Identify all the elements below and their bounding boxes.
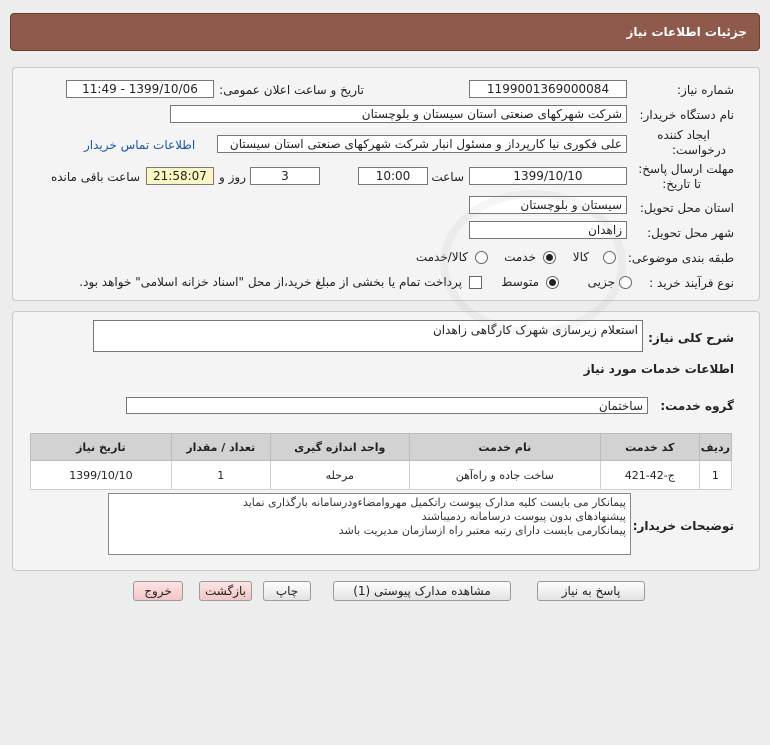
table-row bbox=[31, 461, 732, 490]
col-service-name: نام خدمت bbox=[409, 434, 600, 461]
buyer-org-label: نام دستگاه خریدار: bbox=[639, 108, 734, 122]
cell-need-date: 1399/10/10 bbox=[31, 461, 172, 490]
service-group-field: ساختمان bbox=[126, 397, 648, 414]
cell-service-code: ج-42-421 bbox=[600, 461, 699, 490]
creator-label-line2: درخواست: bbox=[672, 143, 726, 157]
buyer-note-line: پیمانکارمی بایست دارای رتبه معتبر راه ازسازمان مدیریت باشد bbox=[338, 524, 626, 537]
province-label: استان محل تحویل: bbox=[639, 201, 734, 215]
city-label: شهر محل تحویل: bbox=[647, 226, 734, 240]
deadline-time-label: ساعت bbox=[431, 170, 464, 184]
remaining-time-field: 21:58:07 bbox=[146, 167, 214, 185]
cell-service-name: ساخت جاده و راه‌آهن bbox=[409, 461, 600, 490]
cell-unit: مرحله bbox=[270, 461, 409, 490]
buyer-contact-link[interactable]: اطلاعات تماس خریدار bbox=[84, 138, 196, 152]
process-radio-medium[interactable] bbox=[546, 276, 559, 289]
city-field: زاهدان bbox=[469, 221, 627, 239]
cell-row-number: 1 bbox=[699, 461, 731, 490]
treasury-payment-note: پرداخت تمام یا بخشی از مبلغ خرید،از محل "اسناد خزانه اسلامی" خواهد بود. bbox=[79, 275, 462, 289]
process-label: نوع فرآیند خرید : bbox=[649, 276, 734, 290]
process-radio-minor[interactable] bbox=[619, 276, 632, 289]
treasury-payment-checkbox[interactable] bbox=[469, 276, 482, 289]
services-heading: اطلاعات خدمات مورد نیاز bbox=[583, 362, 734, 376]
col-unit: واحد اندازه گیری bbox=[270, 434, 409, 461]
back-button[interactable]: بازگشت bbox=[199, 581, 252, 601]
category-option-goods-service: کالا/خدمت bbox=[415, 250, 468, 264]
process-option-medium: متوسط bbox=[501, 275, 539, 289]
category-radio-service[interactable] bbox=[543, 251, 556, 264]
creator-field: علی فکوری نیا کارپرداز و مسئول انبار شرکت شهرکهای صنعتی استان سیستان bbox=[217, 135, 627, 153]
col-quantity: تعداد / مقدار bbox=[171, 434, 270, 461]
col-service-code: کد خدمت bbox=[600, 434, 699, 461]
buyer-note-line: پیشنهادهای بدون پیوست درسامانه ردمیباشند bbox=[421, 510, 626, 523]
exit-button[interactable]: خروج bbox=[133, 581, 183, 601]
creator-label-line1: ایجاد کننده bbox=[657, 128, 710, 142]
province-field: سیستان و بلوچستان bbox=[469, 196, 627, 214]
buyer-org-field: شرکت شهرکهای صنعتی استان سیستان و بلوچستان bbox=[170, 105, 627, 123]
buyer-note-line: پیمانکار می بایست کلیه مدارک پیوست راتکمیل مهروامضاءودرسامانه بارگذاری نماید bbox=[242, 496, 626, 509]
page-header bbox=[10, 13, 760, 51]
page-title: جزئیات اطلاعات نیاز bbox=[626, 25, 747, 39]
process-option-minor: جزیی bbox=[587, 275, 615, 289]
need-number-label: شماره نیاز: bbox=[677, 83, 734, 97]
reply-button[interactable]: پاسخ به نیاز bbox=[537, 581, 645, 601]
buyer-notes-label: توضیحات خریدار: bbox=[632, 519, 734, 533]
announce-date-label: تاریخ و ساعت اعلان عمومی: bbox=[219, 83, 364, 97]
view-attachments-button[interactable]: مشاهده مدارک پیوستی (1) bbox=[333, 581, 511, 601]
category-option-service: خدمت bbox=[504, 250, 536, 264]
deadline-label-line1: مهلت ارسال پاسخ: bbox=[638, 162, 734, 176]
cell-quantity: 1 bbox=[171, 461, 270, 490]
remaining-days-field: 3 bbox=[250, 167, 320, 185]
col-need-date: تاریخ نیاز bbox=[31, 434, 172, 461]
print-button[interactable]: چاپ bbox=[263, 581, 311, 601]
services-table bbox=[30, 433, 732, 490]
deadline-label-line2: تا تاریخ: bbox=[662, 177, 701, 191]
deadline-date-field: 1399/10/10 bbox=[469, 167, 627, 185]
category-radio-goods[interactable] bbox=[603, 251, 616, 264]
need-number-field: 1199001369000084 bbox=[469, 80, 627, 98]
service-group-label: گروه خدمت: bbox=[660, 399, 734, 413]
col-row-number: ردیف bbox=[699, 434, 731, 461]
buyer-notes-field bbox=[108, 493, 631, 555]
category-option-goods: کالا bbox=[572, 250, 589, 264]
summary-field: استعلام زیرسازی شهرک کارگاهی زاهدان bbox=[93, 320, 643, 352]
deadline-time-field: 10:00 bbox=[358, 167, 428, 185]
remaining-time-label: ساعت باقی مانده bbox=[50, 170, 140, 184]
category-radio-goods-service[interactable] bbox=[475, 251, 488, 264]
category-label: طبقه بندی موضوعی: bbox=[627, 251, 734, 265]
announce-date-field: 1399/10/06 - 11:49 bbox=[66, 80, 214, 98]
table-header-row bbox=[31, 434, 732, 461]
days-label: روز و bbox=[219, 170, 246, 184]
summary-label: شرح کلی نیاز: bbox=[648, 331, 734, 345]
